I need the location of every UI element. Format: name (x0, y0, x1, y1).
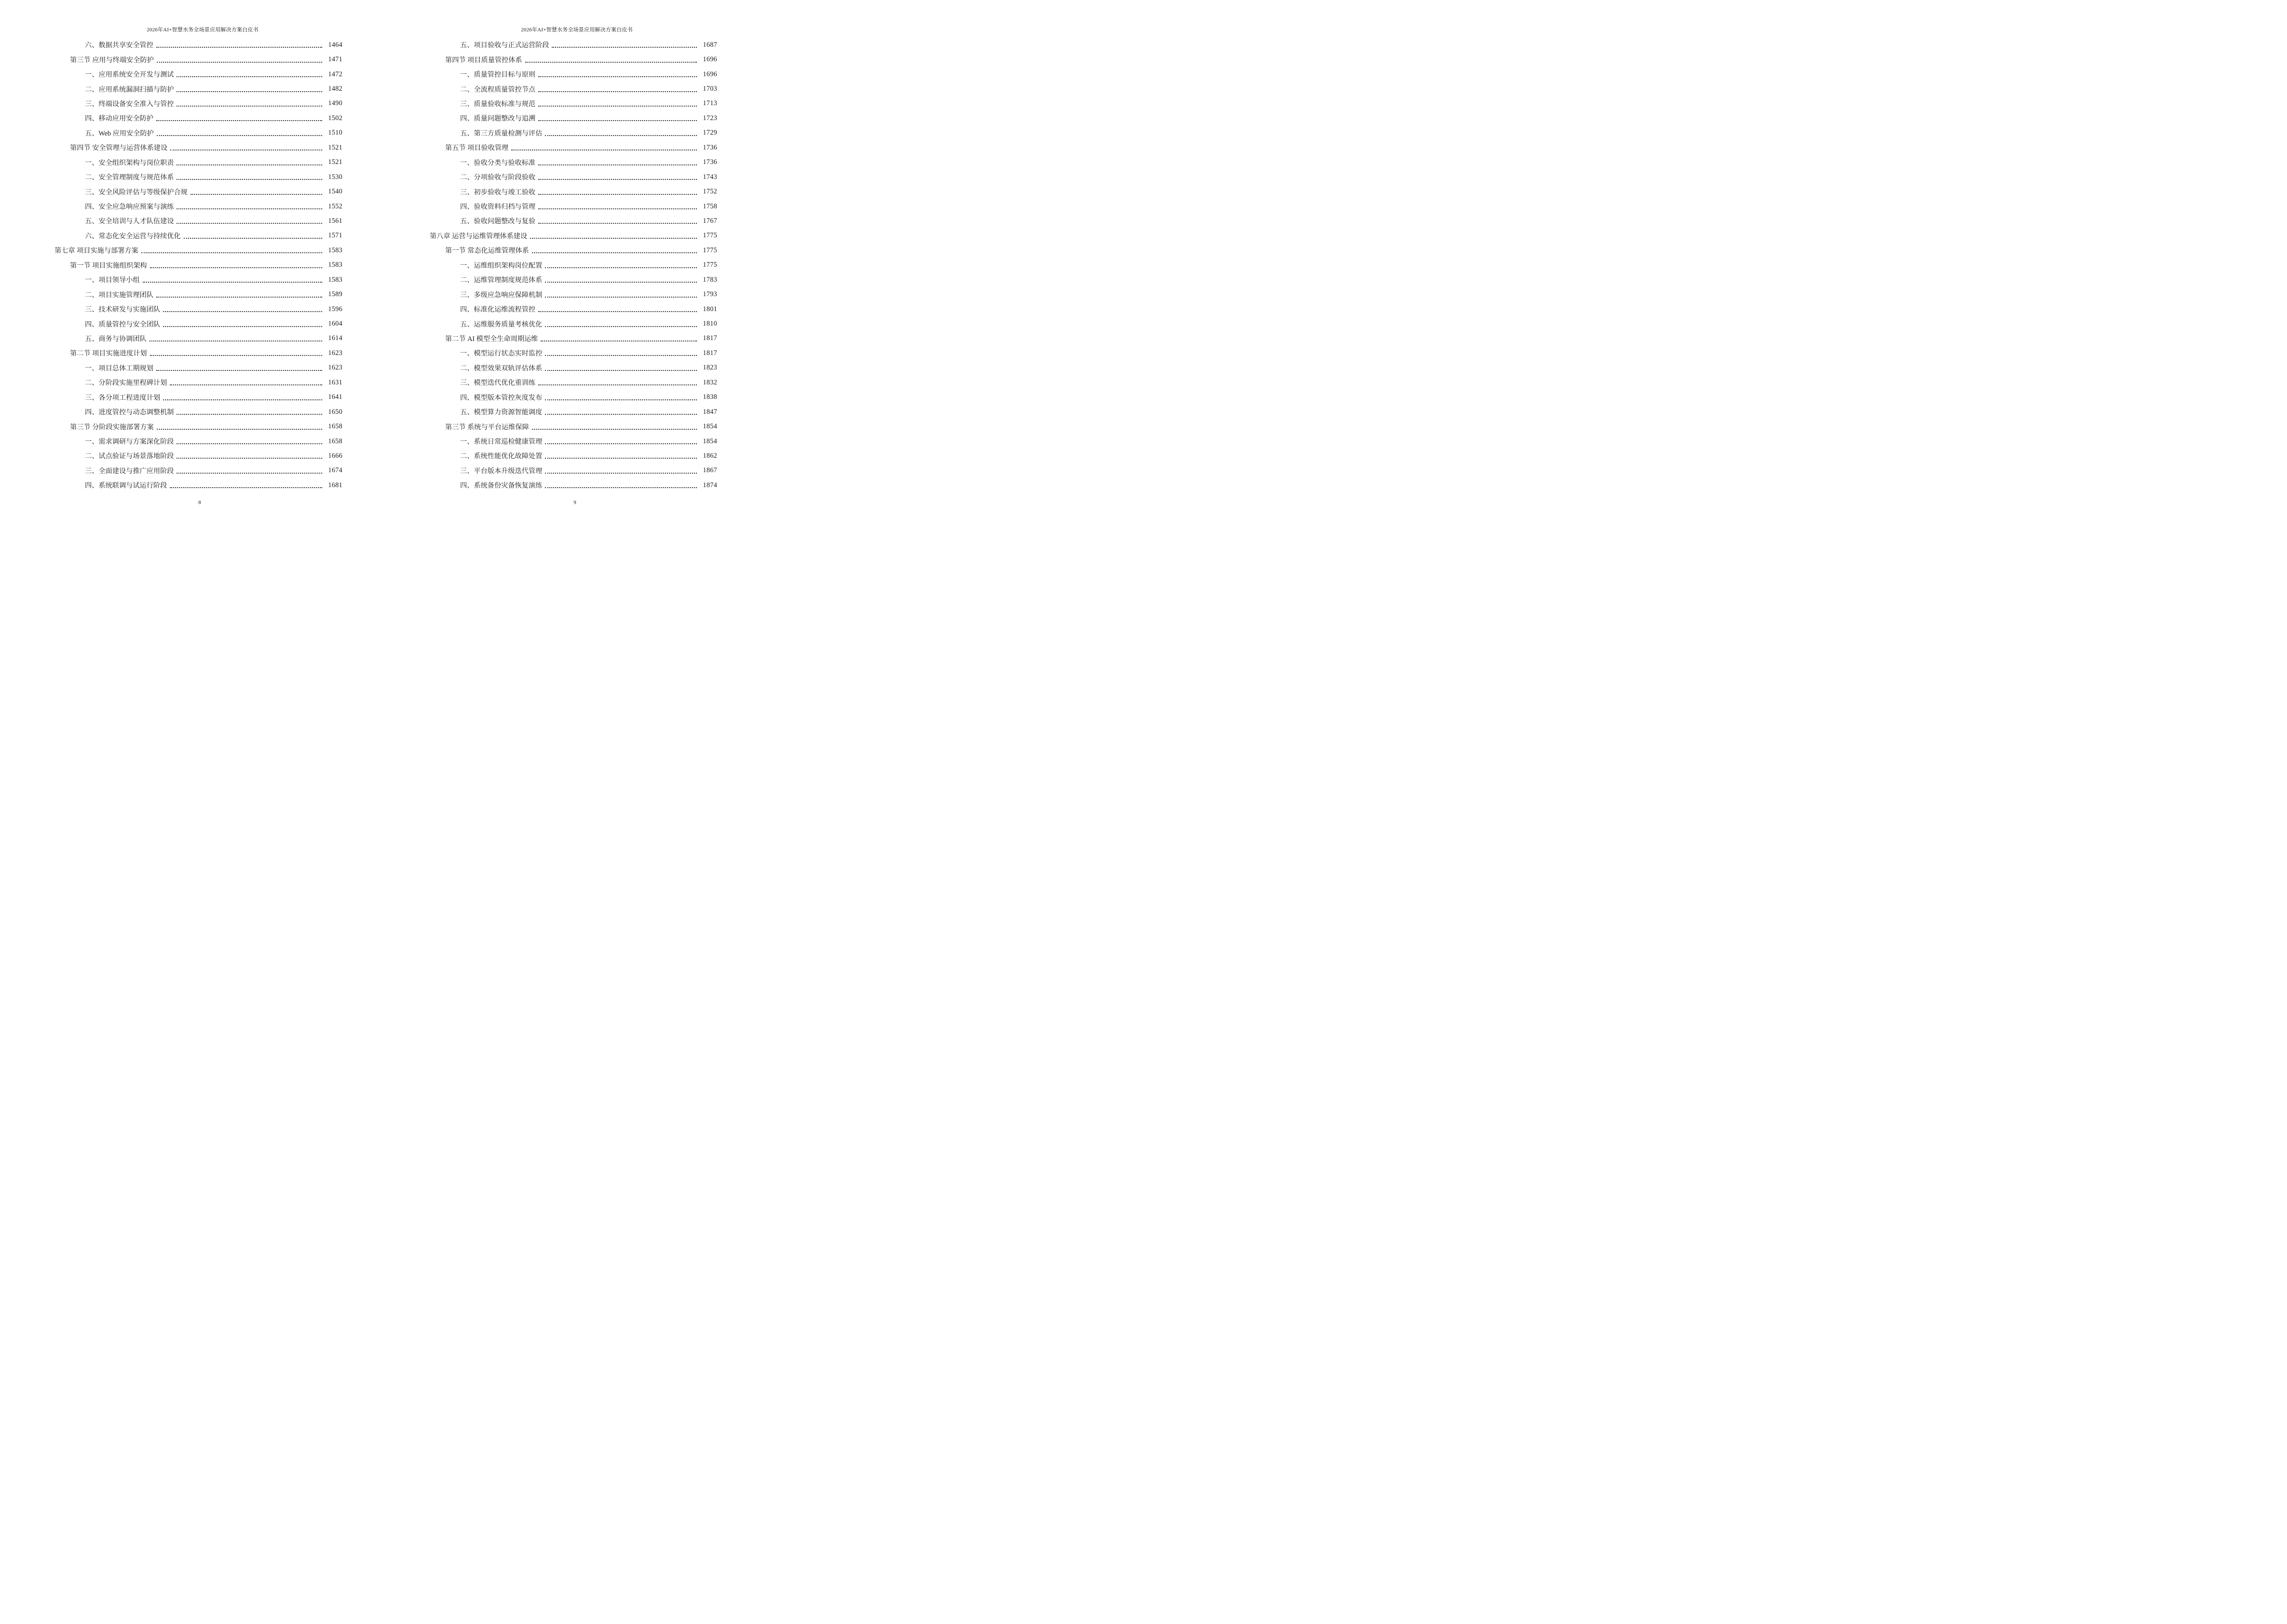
dot-leader (545, 289, 697, 298)
toc-subsection[interactable] (54, 390, 342, 405)
dot-leader (538, 157, 697, 165)
toc-entry-title: 五、第三方质量检测与评估 (460, 129, 543, 137)
toc-entry-title: 二、安全管理制度与规范体系 (85, 174, 174, 182)
toc-subsection[interactable] (54, 67, 342, 82)
toc-entry-page: 1736 (703, 158, 717, 166)
toc-entry-page: 1521 (328, 143, 342, 151)
toc-entry-page: 1583 (328, 261, 342, 269)
toc-entry-title: 二、分阶段实施里程碑计划 (85, 379, 167, 387)
toc-entry-title: 第二节 项目实施进度计划 (70, 350, 147, 358)
dot-leader (545, 347, 697, 356)
table-of-contents (54, 38, 342, 493)
toc-chapter[interactable] (430, 229, 717, 243)
dot-leader (191, 186, 322, 195)
toc-entry-title: 第七章 项目实施与部署方案 (54, 247, 138, 255)
toc-entry-title: 四、进度管控与动态调整机制 (85, 409, 174, 417)
dot-leader (545, 465, 697, 474)
toc-entry-title: 六、数据共享安全管控 (85, 41, 153, 50)
toc-subsection[interactable] (54, 184, 342, 199)
dot-leader (545, 259, 697, 268)
toc-subsection[interactable] (54, 229, 342, 243)
dot-leader (163, 318, 322, 327)
toc-section[interactable] (430, 243, 717, 258)
toc-entry-page: 1571 (328, 232, 342, 240)
toc-subsection[interactable] (430, 273, 717, 287)
toc-entry-page: 1874 (703, 481, 717, 489)
left-page (0, 0, 378, 537)
toc-subsection[interactable] (430, 155, 717, 170)
dot-leader (150, 259, 322, 268)
toc-entry-page: 1583 (328, 246, 342, 254)
toc-subsection[interactable] (430, 302, 717, 316)
dot-leader (532, 421, 697, 430)
toc-entry-title: 一、项目领导小组 (85, 276, 140, 285)
toc-entry-page: 1867 (703, 466, 717, 475)
toc-section[interactable] (54, 52, 342, 67)
toc-entry-page: 1854 (703, 423, 717, 431)
toc-subsection[interactable] (54, 111, 342, 125)
toc-subsection[interactable] (430, 434, 717, 449)
right-page (378, 0, 756, 537)
toc-entry-page: 1650 (328, 408, 342, 416)
toc-entry-title: 二、全流程质量管控节点 (460, 85, 536, 94)
toc-subsection[interactable] (430, 405, 717, 419)
toc-entry-page: 1703 (703, 85, 717, 93)
dot-leader (163, 392, 322, 400)
toc-entry-title: 二、项目实施管理团队 (85, 291, 153, 299)
toc-subsection[interactable] (430, 464, 717, 478)
toc-entry-title: 五、安全培训与人才队伍建设 (85, 218, 174, 226)
toc-entry-page: 1696 (703, 55, 717, 64)
toc-section[interactable] (54, 258, 342, 273)
toc-entry-title: 五、运维服务质量考核优化 (460, 320, 543, 328)
toc-chapter[interactable] (54, 243, 342, 258)
dot-leader (157, 54, 322, 63)
toc-entry-page: 1631 (328, 378, 342, 386)
dot-leader (157, 127, 322, 136)
toc-subsection[interactable] (430, 111, 717, 125)
toc-entry-page: 1623 (328, 349, 342, 357)
toc-entry-title: 第四节 安全管理与运营体系建设 (70, 144, 168, 152)
dot-leader (177, 436, 322, 444)
toc-entry-title: 二、运维管理制度规范体系 (460, 276, 543, 285)
toc-entry-page: 1589 (328, 290, 342, 299)
toc-entry-title: 六、常态化安全运营与持续优化 (85, 232, 181, 240)
toc-entry-title: 四、模型版本管控灰度发布 (460, 394, 543, 402)
toc-entry-page: 1658 (328, 423, 342, 431)
toc-subsection[interactable] (430, 199, 717, 214)
dot-leader (177, 98, 322, 107)
toc-entry-title: 第一节 项目实施组织架构 (70, 261, 147, 270)
toc-entry-title: 五、Web 应用安全防护 (85, 129, 154, 137)
toc-entry-title: 三、全面建设与推广应用阶段 (85, 467, 174, 475)
toc-section[interactable] (430, 140, 717, 155)
page-number: 9 (573, 500, 576, 505)
toc-entry-title: 二、试点验证与场景落地阶段 (85, 452, 174, 461)
toc-entry-title: 三、多级应急响应保障机制 (460, 291, 543, 299)
toc-entry-title: 二、模型效果双轨评估体系 (460, 364, 543, 372)
dot-leader (538, 98, 697, 107)
toc-entry-page: 1847 (703, 408, 717, 416)
toc-entry-page: 1687 (703, 41, 717, 49)
toc-subsection[interactable] (54, 405, 342, 419)
dot-leader (552, 39, 697, 48)
toc-entry-title: 第三节 分阶段实施部署方案 (70, 423, 154, 431)
dot-leader (150, 347, 322, 356)
toc-entry-page: 1838 (703, 393, 717, 401)
dot-leader (170, 479, 322, 488)
table-of-contents (430, 38, 717, 493)
toc-subsection[interactable] (430, 184, 717, 199)
toc-entry-page: 1823 (703, 364, 717, 372)
toc-entry-page: 1736 (703, 143, 717, 151)
document-spread (0, 0, 756, 537)
dot-leader (177, 215, 322, 224)
toc-entry-page: 1767 (703, 217, 717, 225)
dot-leader (538, 171, 697, 180)
toc-entry-page: 1521 (328, 158, 342, 166)
toc-entry-title: 四、系统联调与试运行阶段 (85, 482, 167, 490)
toc-entry-page: 1464 (328, 41, 342, 49)
toc-section[interactable] (430, 419, 717, 434)
dot-leader (511, 142, 697, 150)
toc-entry-page: 1817 (703, 334, 717, 342)
toc-entry-title: 三、初步验收与竣工验收 (460, 188, 536, 196)
toc-entry-title: 第四节 项目质量管控体系 (445, 56, 522, 64)
toc-entry-title: 第二节 AI 模型全生命周期运维 (445, 335, 538, 343)
toc-entry-page: 1510 (328, 129, 342, 137)
dot-leader (156, 39, 322, 48)
toc-subsection[interactable] (54, 316, 342, 331)
toc-entry-title: 一、验收分类与验收标准 (460, 159, 536, 167)
toc-entry-title: 第三节 系统与平台运维保障 (445, 423, 529, 431)
toc-entry-page: 1783 (703, 275, 717, 284)
toc-entry-title: 五、商务与协调团队 (85, 335, 147, 343)
toc-subsection[interactable] (430, 38, 717, 52)
dot-leader (541, 333, 697, 341)
toc-subsection[interactable] (54, 38, 342, 52)
toc-subsection[interactable] (430, 390, 717, 405)
dot-leader (538, 68, 697, 77)
toc-subsection[interactable] (54, 434, 342, 449)
dot-leader (156, 362, 322, 371)
dot-leader (141, 245, 322, 253)
toc-entry-title: 二、系统性能优化故障处置 (460, 452, 543, 461)
toc-entry-page: 1623 (328, 364, 342, 372)
toc-subsection[interactable] (54, 273, 342, 287)
dot-leader (177, 171, 322, 180)
toc-entry-title: 三、技术研发与实施团队 (85, 306, 161, 314)
toc-entry-page: 1713 (703, 99, 717, 108)
toc-entry-page: 1530 (328, 173, 342, 181)
toc-entry-title: 三、模型迭代优化重训练 (460, 379, 536, 387)
toc-entry-page: 1817 (703, 349, 717, 357)
toc-entry-title: 一、项目总体工期规划 (85, 364, 153, 372)
dot-leader (545, 318, 697, 327)
toc-entry-title: 四、质量管控与安全团队 (85, 320, 161, 328)
toc-entry-page: 1832 (703, 378, 717, 386)
dot-leader (177, 83, 322, 92)
toc-section[interactable] (430, 331, 717, 346)
toc-subsection[interactable] (54, 199, 342, 214)
dot-leader (143, 274, 322, 283)
dot-leader (530, 230, 697, 239)
toc-entry-title: 四、标准化运维流程管控 (460, 306, 536, 314)
toc-entry-page: 1596 (328, 305, 342, 313)
toc-entry-page: 1862 (703, 451, 717, 460)
page-header: 2026年AI+智慧水务全场景应用解决方案白皮书 (147, 27, 259, 33)
dot-leader (538, 377, 697, 385)
toc-entry-page: 1583 (328, 275, 342, 284)
toc-subsection[interactable] (430, 82, 717, 96)
toc-entry-page: 1775 (703, 246, 717, 254)
toc-entry-title: 一、应用系统安全开发与测试 (85, 71, 174, 79)
toc-subsection[interactable] (430, 214, 717, 228)
dot-leader (545, 479, 697, 488)
toc-subsection[interactable] (430, 375, 717, 390)
toc-entry-page: 1729 (703, 129, 717, 137)
dot-leader (538, 83, 697, 92)
toc-entry-page: 1471 (328, 55, 342, 64)
toc-entry-page: 1723 (703, 114, 717, 122)
toc-entry-title: 四、验收资料归档与管理 (460, 203, 536, 211)
dot-leader (538, 112, 697, 121)
toc-subsection[interactable] (54, 82, 342, 96)
dot-leader (150, 333, 322, 341)
page-header: 2026年AI+智慧水务全场景应用解决方案白皮书 (521, 27, 633, 33)
toc-subsection[interactable] (54, 155, 342, 170)
toc-section[interactable] (54, 140, 342, 155)
toc-subsection[interactable] (54, 449, 342, 463)
dot-leader (538, 186, 697, 195)
dot-leader (170, 142, 322, 150)
toc-entry-title: 三、终端设备安全准入与管控 (85, 100, 174, 108)
dot-leader (545, 362, 697, 371)
toc-entry-page: 1793 (703, 290, 717, 299)
toc-subsection[interactable] (430, 449, 717, 463)
toc-subsection[interactable] (54, 214, 342, 228)
dot-leader (156, 112, 322, 121)
toc-entry-page: 1801 (703, 305, 717, 313)
dot-leader (532, 245, 697, 253)
toc-entry-page: 1752 (703, 188, 717, 196)
toc-entry-title: 第一节 常态化运维管理体系 (445, 247, 529, 255)
toc-entry-page: 1810 (703, 320, 717, 328)
dot-leader (545, 127, 697, 136)
dot-leader (177, 68, 322, 77)
toc-entry-title: 一、需求调研与方案深化阶段 (85, 438, 174, 446)
toc-subsection[interactable] (430, 361, 717, 375)
toc-entry-page: 1775 (703, 232, 717, 240)
toc-subsection[interactable] (430, 96, 717, 111)
toc-entry-page: 1540 (328, 188, 342, 196)
toc-entry-page: 1666 (328, 451, 342, 460)
toc-entry-title: 五、项目验收与正式运营阶段 (460, 41, 549, 50)
toc-entry-page: 1681 (328, 481, 342, 489)
toc-entry-page: 1696 (703, 70, 717, 78)
dot-leader (177, 201, 322, 209)
toc-section[interactable] (54, 419, 342, 434)
toc-entry-page: 1614 (328, 334, 342, 342)
toc-entry-title: 第八章 运营与运维管理体系建设 (430, 232, 528, 240)
toc-section[interactable] (54, 346, 342, 360)
toc-entry-page: 1604 (328, 320, 342, 328)
dot-leader (545, 406, 697, 415)
dot-leader (545, 392, 697, 400)
toc-section[interactable] (430, 52, 717, 67)
toc-entry-title: 三、各分项工程进度计划 (85, 394, 161, 402)
toc-entry-page: 1502 (328, 114, 342, 122)
toc-subsection[interactable] (430, 478, 717, 492)
toc-entry-page: 1674 (328, 466, 342, 475)
toc-entry-page: 1775 (703, 261, 717, 269)
dot-leader (545, 436, 697, 444)
toc-subsection[interactable] (54, 478, 342, 492)
toc-subsection[interactable] (54, 302, 342, 316)
toc-entry-title: 三、质量验收标准与规范 (460, 100, 536, 108)
toc-entry-page: 1658 (328, 437, 342, 445)
toc-subsection[interactable] (430, 346, 717, 360)
toc-entry-title: 二、应用系统漏洞扫描与防护 (85, 85, 174, 94)
toc-subsection[interactable] (54, 96, 342, 111)
dot-leader (163, 303, 322, 312)
dot-leader (525, 54, 697, 63)
toc-subsection[interactable] (54, 331, 342, 346)
dot-leader (156, 289, 322, 298)
dot-leader (538, 215, 697, 224)
dot-leader (184, 230, 322, 239)
toc-entry-title: 五、验收问题整改与复验 (460, 218, 536, 226)
page-number: 8 (198, 500, 201, 505)
toc-entry-title: 一、系统日常巡检健康管理 (460, 438, 543, 446)
toc-entry-title: 四、安全应急响应预案与演练 (85, 203, 174, 211)
toc-entry-page: 1552 (328, 202, 342, 210)
toc-entry-title: 二、分项验收与阶段验收 (460, 174, 536, 182)
toc-subsection[interactable] (54, 375, 342, 390)
toc-subsection[interactable] (430, 67, 717, 82)
toc-entry-title: 四、系统备份灾备恢复演练 (460, 482, 543, 490)
toc-subsection[interactable] (430, 316, 717, 331)
dot-leader (157, 421, 322, 430)
dot-leader (177, 406, 322, 415)
toc-entry-page: 1641 (328, 393, 342, 401)
toc-entry-title: 第五节 项目验收管理 (445, 144, 509, 152)
toc-entry-title: 四、移动应用安全防护 (85, 115, 153, 123)
dot-leader (545, 274, 697, 283)
toc-subsection[interactable] (54, 464, 342, 478)
dot-leader (177, 465, 322, 474)
toc-subsection[interactable] (430, 126, 717, 140)
toc-entry-title: 四、质量问题整改与追溯 (460, 115, 536, 123)
toc-entry-page: 1561 (328, 217, 342, 225)
toc-subsection[interactable] (54, 287, 342, 301)
toc-entry-title: 五、模型算力资源智能调度 (460, 409, 543, 417)
dot-leader (538, 303, 697, 312)
toc-entry-page: 1743 (703, 173, 717, 181)
toc-entry-title: 三、安全风险评估与等级保护合规 (85, 188, 188, 196)
dot-leader (170, 377, 322, 385)
toc-subsection[interactable] (54, 361, 342, 375)
dot-leader (177, 450, 322, 459)
toc-entry-page: 1472 (328, 70, 342, 78)
dot-leader (545, 450, 697, 459)
dot-leader (538, 201, 697, 209)
toc-entry-page: 1482 (328, 85, 342, 93)
toc-entry-page: 1758 (703, 202, 717, 210)
toc-subsection[interactable] (54, 170, 342, 184)
toc-entry-title: 一、安全组织架构与岗位职责 (85, 159, 174, 167)
toc-subsection[interactable] (54, 126, 342, 140)
toc-entry-title: 三、平台版本升级迭代管理 (460, 467, 543, 475)
toc-entry-title: 一、质量管控目标与原则 (460, 71, 536, 79)
dot-leader (177, 157, 322, 165)
toc-subsection[interactable] (430, 258, 717, 273)
toc-entry-page: 1490 (328, 99, 342, 108)
toc-entry-page: 1854 (703, 437, 717, 445)
toc-entry-title: 第三节 应用与终端安全防护 (70, 56, 154, 64)
toc-entry-title: 一、模型运行状态实时监控 (460, 350, 543, 358)
toc-subsection[interactable] (430, 170, 717, 184)
toc-subsection[interactable] (430, 287, 717, 301)
toc-entry-title: 一、运维组织架构岗位配置 (460, 261, 543, 270)
